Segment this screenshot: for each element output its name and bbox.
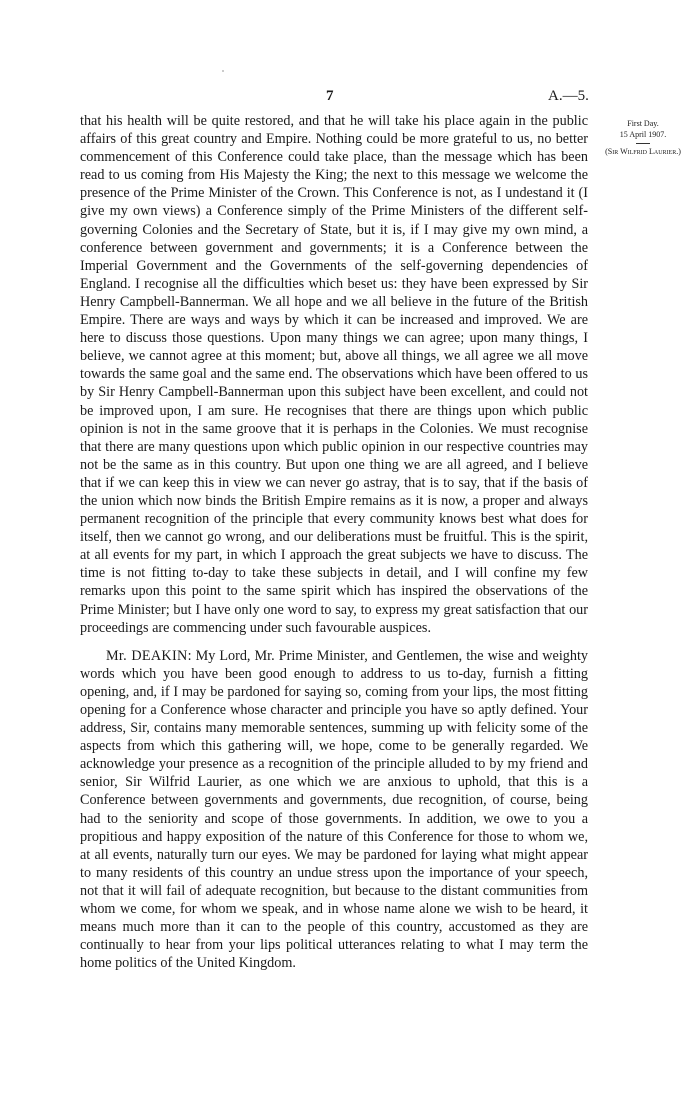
margin-divider	[636, 143, 650, 144]
page-number: 7	[326, 88, 334, 104]
margin-date: 15 April 1907.	[619, 130, 667, 139]
paragraph-2-text: : My Lord, Mr. Prime Minister, and Gentlemen, the wise and weighty words which you have been good enough to address to us to-day, furnish a fitting opening, and, if I may be pardoned for saying so, coming from your lips, the most fitting opening for a Conference whose character and principle you have so aptly defined. Your address, Sir, contains many memorable sentences, summing up with felicity some of the aspects from which this gathering will, we hope, come to be generally regarded. We acknowledge your presence as a recognition of the principle alluded to by my friend and senior, Sir Wilfrid Laurier, as one which we are anxious to uphold, that this is a Conference between governments and governments, due recognition, of course, being had to the seniority and scope of those governments. In addition, we owe to you a propitious and happy exposition of the nature of this Conference for those to whom we, at all events, naturally turn our eyes. We may be pardoned for laying what might appear to many residents of this country an undue stress upon the importance of your speech, not that it will fail of adequate recognition, but because to the distant communities from whom we come, for whom we speak, and in whose name alone we wish to be heard, it means much more than it can to the people of this country, accustomed as they are continually to hear from your lips political utterances relating to what I may term the home politics of the United Kingdom.	[80, 647, 588, 972]
body-text	[80, 112, 588, 972]
speaker-name: Mr. DEAKIN	[106, 647, 188, 664]
paragraph-2	[80, 647, 588, 973]
paragraph-1: that his health will be quite restored, and that he will take his place again in the public affairs of this great country and Empire. Nothing could be more grateful to us, no better commencement of this Conference could take place, than the message which has been read to us coming from His Majesty the King; the next to this message we welcome the presence of the Prime Minister of the Crown. This Conference is not, as I undestand it (I give my own views) a Conference simply of the Prime Ministers of the different self-governing Colonies and the Secretary of State, but it is, if I may give my own mind, a conference between government and governments; it is a Conference between the Imperial Government and the Governments of the self-governing dependencies of England. I recognise all the difficulties which beset us: they have been expressed by Sir Henry Campbell-Bannerman. We all hope and we all believe in the future of the British Empire. There are ways and ways by which it can be increased and improved. We are here to discuss those questions. Upon many things we can agree; upon many things, I believe, we cannot agree at this moment; but, above all things, we all agree we all move towards the same goal and the same end. The observations which have been offered to us by Sir Henry Campbell-Bannerman upon this subject have been excellent, and could not be improved upon, I am sure. He recognises that there are things upon which public opinion is not in the same groove that it is perhaps in the Colonies. We must recognise that there are many questions upon which public opinion in our respective countries may not be the same as in this country. But upon one thing we are all agreed, and I believe that if we can keep this in view we can never go astray, that is to say, that if the basis of the union which now binds the British Empire remains as it is now, a proper and always permanent recognition of the principle that every community knows best what does for itself, then we cannot go wrong, and our deliberations must be fruitful. This is the spirit, at all events for my part, in which I approach the great subjects we have to discuss. The time is not fitting to-day to take these subjects in detail, and I will confine my few remarks upon this point to the same spirit which has inspired the observations of the Prime Minister; but I have only one word to say, to express my great satisfaction that our proceedings are commencing under such favourable auspices.	[80, 113, 588, 636]
margin-day: First Day.	[627, 119, 659, 128]
document-reference: A.—5.	[548, 88, 589, 104]
margin-note	[602, 118, 684, 157]
margin-speaker: (Sir Wilfrid Laurier.)	[605, 147, 681, 156]
page-speck	[222, 70, 224, 72]
